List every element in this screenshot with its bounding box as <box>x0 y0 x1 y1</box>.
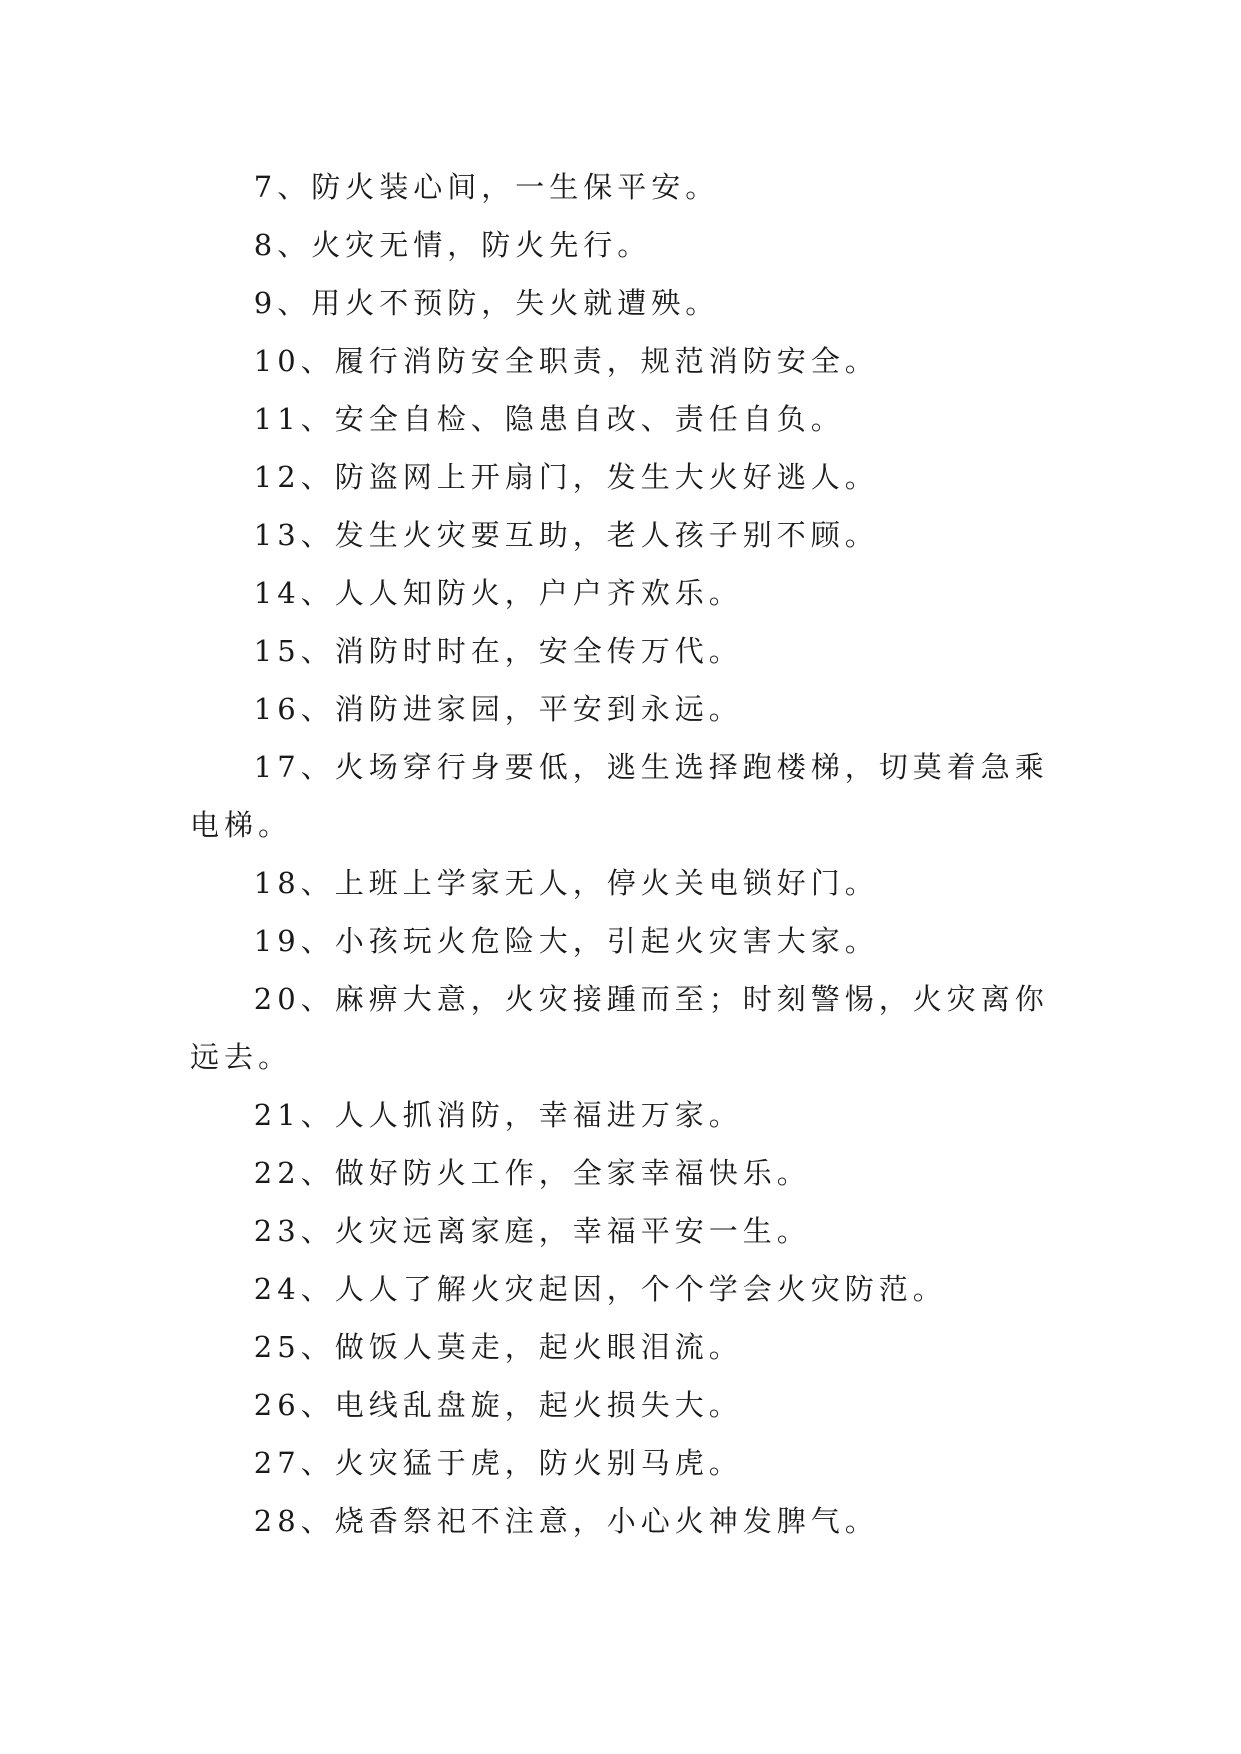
paragraph-item-11: 11、安全自检、隐患自改、责任自负。 <box>253 402 845 436</box>
document-body <box>190 158 1060 1550</box>
paragraph-item-18: 18、上班上学家无人，停火关电锁好门。 <box>253 866 879 900</box>
paragraph-item-19: 19、小孩玩火危险大，引起火灾害大家。 <box>253 924 879 958</box>
paragraph-item-7: 7、防火装心间，一生保平安。 <box>253 170 720 204</box>
paragraph-item-22: 22、做好防火工作，全家幸福快乐。 <box>253 1156 811 1190</box>
paragraph-item-23: 23、火灾远离家庭，幸福平安一生。 <box>253 1214 811 1248</box>
paragraph-item-15: 15、消防时时在，安全传万代。 <box>253 634 743 668</box>
paragraph-item-8: 8、火灾无情，防火先行。 <box>253 228 652 262</box>
paragraph-item-20: 20、麻痹大意，火灾接踵而至；时刻警惕，火灾离你远去。 <box>190 982 1049 1074</box>
paragraph-item-26: 26、电线乱盘旋，起火损失大。 <box>253 1388 743 1422</box>
paragraph-item-17: 17、火场穿行身要低，逃生选择跑楼梯，切莫着急乘电梯。 <box>190 750 1049 842</box>
paragraph-item-14: 14、人人知防火，户户齐欢乐。 <box>253 576 743 610</box>
paragraph-item-24: 24、人人了解火灾起因，个个学会火灾防范。 <box>253 1272 947 1306</box>
paragraph-item-12: 12、防盗网上开扇门，发生大火好逃人。 <box>253 460 879 494</box>
paragraph-item-9: 9、用火不预防，失火就遭殃。 <box>253 286 720 320</box>
paragraph-item-10: 10、履行消防安全职责，规范消防安全。 <box>253 344 879 378</box>
paragraph-item-27: 27、火灾猛于虎，防火别马虎。 <box>253 1446 743 1480</box>
paragraph-item-16: 16、消防进家园，平安到永远。 <box>253 692 743 726</box>
paragraph-item-28: 28、烧香祭祀不注意，小心火神发脾气。 <box>253 1504 879 1538</box>
paragraph-item-13: 13、发生火灾要互助，老人孩子别不顾。 <box>253 518 879 552</box>
paragraph-item-21: 21、人人抓消防，幸福进万家。 <box>253 1098 743 1132</box>
paragraph-item-25: 25、做饭人莫走，起火眼泪流。 <box>253 1330 743 1364</box>
